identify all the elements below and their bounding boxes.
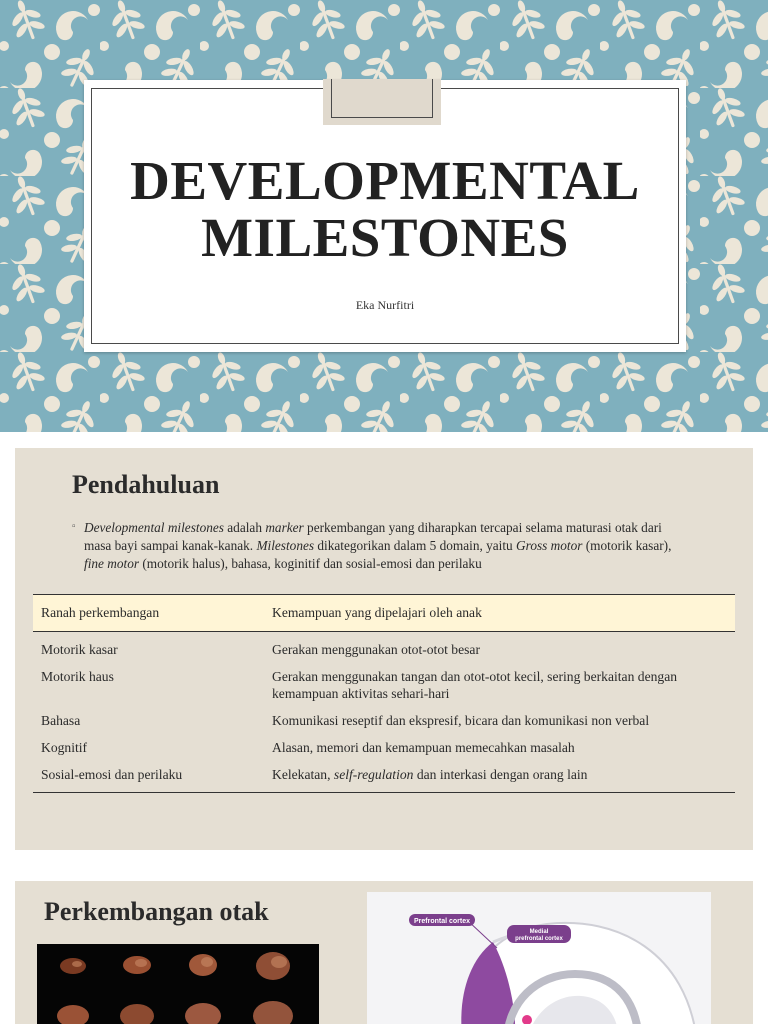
title-card-tab-inner [331, 79, 433, 118]
intro-paragraph [72, 519, 692, 573]
table-cell-ability: Alasan, memori dan kemampuan memecahkan masalah [272, 740, 575, 755]
table-row [33, 739, 735, 766]
table-header-row [33, 595, 735, 632]
intro-text [84, 519, 692, 573]
bullet-marker: ▫ [72, 521, 76, 532]
label-medial-line-2: prefrontal cortex [515, 936, 563, 942]
table-row [33, 668, 735, 712]
table-row [33, 766, 735, 793]
intro-text-part-5: (motorik halus), bahasa, koginitif dan sosial-emosi dan perilaku [139, 556, 482, 571]
intro-text-part-1: adalah [223, 520, 266, 535]
intro-term-milestones: Milestones [256, 538, 315, 553]
ability-term-self-regulation: self-regulation [333, 767, 414, 782]
ability-text-pre: Kelekatan, [272, 767, 334, 782]
table-cell-domain: Kognitif [41, 740, 88, 755]
brain-illustration [367, 892, 711, 1024]
table-cell-domain: Motorik haus [41, 669, 114, 684]
intro-term-gross-motor: Gross motor [516, 538, 583, 553]
author-name: Eka Nurfitri [355, 298, 415, 312]
label-prefrontal-cortex: Prefrontal cortex [413, 918, 471, 925]
table-cell-ability [264, 766, 735, 793]
intro-text-part-2: perkembangan yang diharapkan tercapai selama maturasi otak dari masa bayi sampai kanak-kanak. [84, 520, 662, 553]
table-cell-ability: Komunikasi reseptif dan ekspresif, bicara dan komunikasi non verbal [272, 713, 650, 728]
brain-development-heading: Perkembangan otak [44, 897, 269, 926]
main-title [84, 152, 686, 266]
intro-text-part-4: (motorik kasar), [582, 538, 672, 553]
table-cell-ability: Gerakan menggunakan tangan dan otot-otot kecil, sering berkaitan dengan kemampuan aktivitas sehari-hari [272, 669, 678, 701]
brain-diagram [367, 892, 711, 1024]
table-cell-ability: Gerakan menggunakan otot-otot besar [272, 642, 480, 657]
intro-text-part-3: dikategorikan dalam 5 domain, yaitu [314, 538, 517, 553]
table-cell-domain: Motorik kasar [41, 642, 118, 657]
intro-term-developmental-milestones: Developmental milestones [84, 520, 224, 535]
table-row [33, 712, 735, 739]
table-cell-domain: Sosial-emosi dan perilaku [33, 766, 264, 793]
table-header-ability: Kemampuan yang dipelajari oleh anak [264, 595, 735, 632]
ability-text-post: dan interkasi dengan orang lain [413, 767, 588, 782]
main-title-line-2: MILESTONES [201, 207, 569, 268]
table-header-domain: Ranah perkembangan [33, 595, 264, 632]
title-slide [0, 0, 768, 432]
intro-term-marker: marker [265, 520, 304, 535]
embryo-development-image [37, 944, 319, 1024]
embryo-stages-illustration [37, 944, 319, 1024]
table-cell-domain: Bahasa [41, 713, 81, 728]
title-card-tab [323, 79, 441, 125]
introduction-heading: Pendahuluan [72, 470, 220, 499]
milestones-table [33, 594, 735, 793]
introduction-slide [15, 448, 753, 850]
title-card [84, 80, 686, 352]
brain-development-slide [15, 881, 753, 1024]
table-row [33, 632, 735, 669]
label-medial-line-1: Medial [529, 929, 549, 935]
main-title-line-1: DEVELOPMENTAL [130, 150, 640, 211]
intro-term-fine-motor: fine motor [84, 556, 140, 571]
